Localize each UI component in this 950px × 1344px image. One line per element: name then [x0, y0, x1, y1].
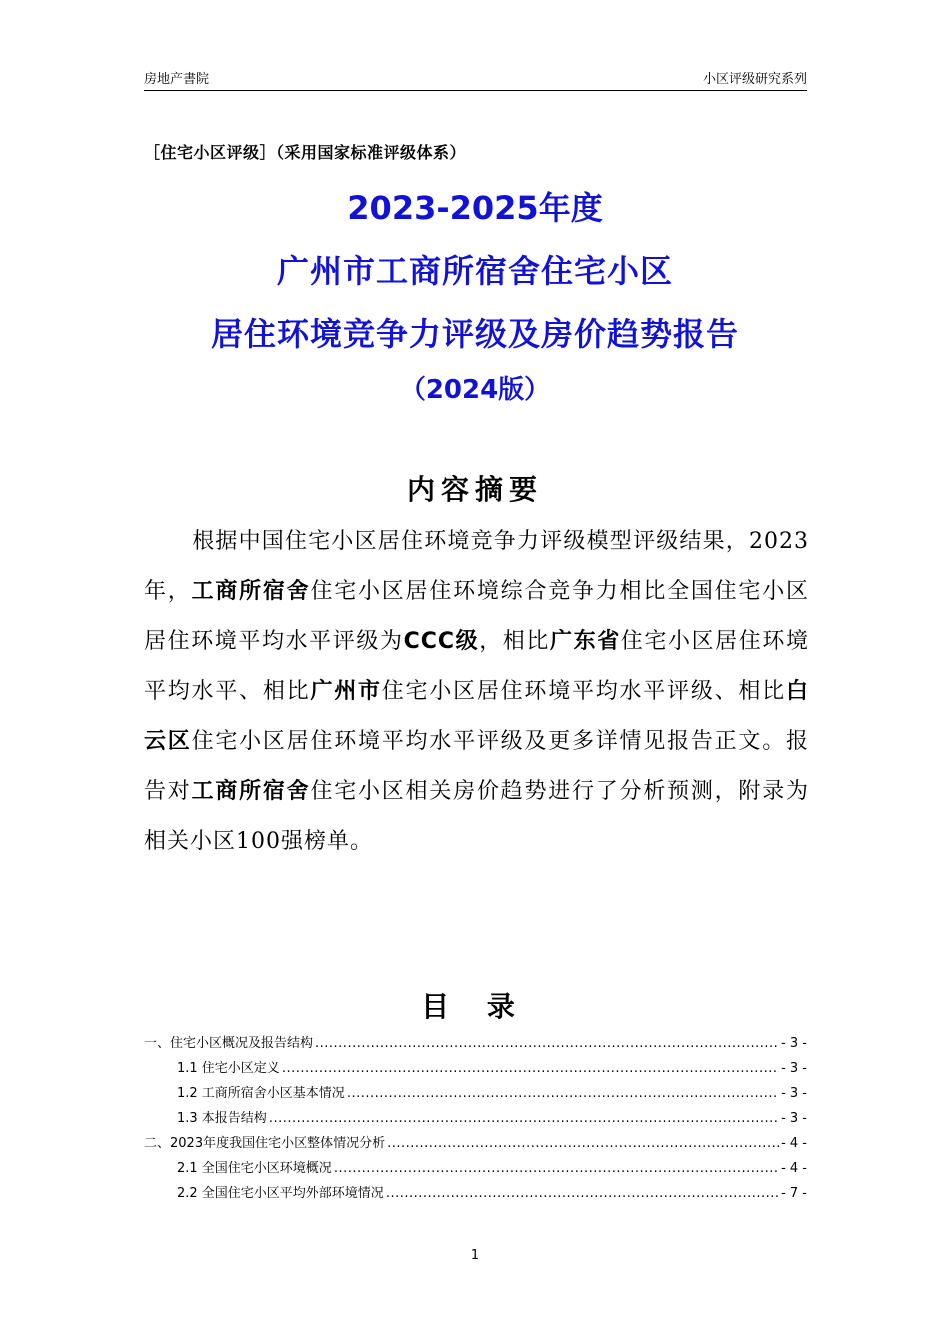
toc-item[interactable]: [144, 1131, 807, 1156]
abstract-text-3: ，相比: [479, 629, 550, 654]
page-header: [144, 68, 807, 91]
header-series: 小区评级研究系列: [702, 72, 807, 87]
header-publisher: 房地产書院: [144, 72, 210, 87]
abstract-text-7: 住宅小区相关房价趋势进行了分析预测，附录为相关小区100强榜单。: [144, 779, 809, 854]
toc-item-page: - 4 -: [781, 1161, 807, 1176]
abstract-text-6: 住宅小区居住环境平均水平评级及更多详情见报告正文。报告对: [144, 729, 809, 804]
abstract-bold-6: 工商所宿舍: [191, 779, 311, 804]
toc-item-label: 1.2 工商所宿舍小区基本情况: [177, 1086, 345, 1101]
toc-leader-dots: [386, 1181, 779, 1206]
title-edition: （2024版）: [399, 375, 551, 405]
toc-item-page: - 3 -: [781, 1086, 807, 1101]
toc-item[interactable]: [144, 1056, 807, 1081]
title-community: 广州市工商所宿舍住宅小区: [276, 252, 673, 290]
toc-item-page: - 7 -: [781, 1186, 807, 1201]
toc-item-label: 一、住宅小区概况及报告结构: [144, 1036, 314, 1051]
toc-leader-dots: [269, 1106, 779, 1131]
toc-leader-dots: [387, 1131, 779, 1156]
toc-item-label: 1.3 本报告结构: [177, 1111, 267, 1126]
toc-leader-dots: [347, 1081, 779, 1106]
abstract-text-1: 根据中国住宅小区居住环境竞争力评级模型评级结果，2023年，: [144, 529, 809, 604]
abstract-text-5: 住宅小区居住环境平均水平评级、相比: [381, 679, 786, 704]
abstract-bold-3: 广东省: [550, 629, 621, 654]
toc-item-page: - 3 -: [781, 1061, 807, 1076]
toc-item-page: - 4 -: [781, 1136, 807, 1151]
toc-item-label: 2.2 全国住宅小区平均外部环境情况: [177, 1186, 384, 1201]
toc-item-page: - 3 -: [781, 1111, 807, 1126]
report-tag-line: ［住宅小区评级］（采用国家标准评级体系）: [144, 143, 467, 162]
abstract-heading: 内容摘要: [406, 473, 543, 506]
page-number: 1: [470, 1248, 480, 1263]
toc-leader-dots: [334, 1156, 779, 1181]
abstract-bold-4: 广州市: [310, 679, 382, 704]
toc-item-label: 2.1 全国住宅小区环境概况: [177, 1161, 332, 1176]
toc-heading: 目 录: [421, 990, 529, 1023]
toc-item[interactable]: [144, 1081, 807, 1106]
abstract-bold-1: 工商所宿舍: [191, 579, 311, 604]
abstract-text-2: 住宅小区居住环境综合竞争力相比全国住宅小区居住环境平均水平评级为: [144, 579, 809, 654]
abstract-bold-5: 白云区: [144, 679, 809, 754]
toc-item[interactable]: [144, 1031, 807, 1056]
table-of-contents: [144, 1031, 807, 1206]
toc-item-label: 二、2023年度我国住宅小区整体情况分析: [144, 1136, 386, 1151]
toc-item[interactable]: [144, 1106, 807, 1131]
toc-item[interactable]: [144, 1181, 807, 1206]
toc-item[interactable]: [144, 1156, 807, 1181]
abstract-body: [144, 517, 809, 867]
abstract-text-4: 住宅小区居住环境平均水平、相比: [144, 629, 809, 704]
toc-item-label: 1.1 住宅小区定义: [177, 1061, 280, 1076]
abstract-bold-2: CCC级: [403, 629, 480, 654]
title-years: 2023-2025年度: [347, 189, 603, 227]
toc-leader-dots: [282, 1056, 779, 1081]
title-subject: 居住环境竞争力评级及房价趋势报告: [210, 315, 739, 353]
toc-item-page: - 3 -: [781, 1036, 807, 1051]
toc-leader-dots: [315, 1031, 779, 1056]
